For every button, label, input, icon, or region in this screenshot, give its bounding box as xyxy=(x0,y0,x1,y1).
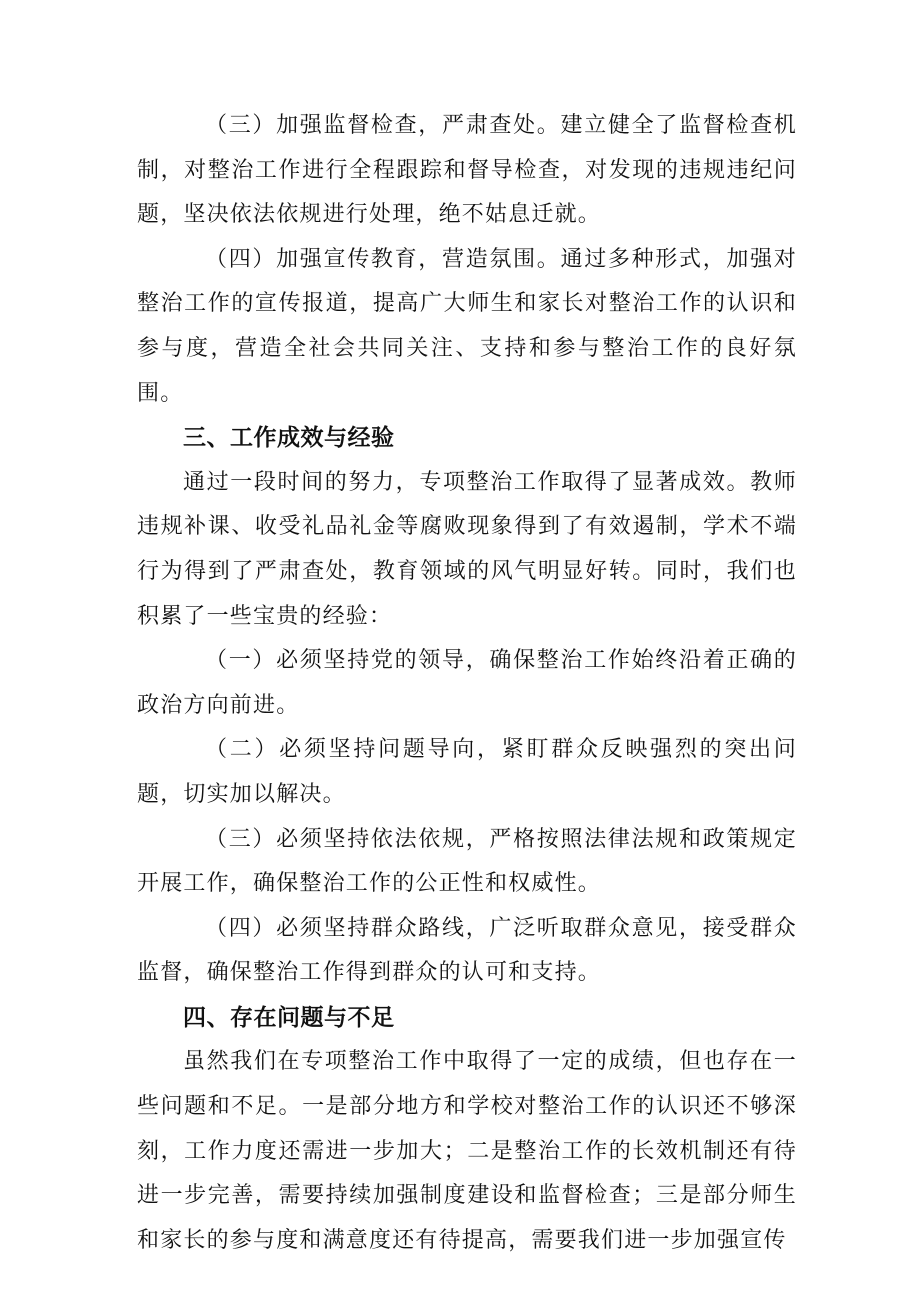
paragraph-experience-4: （四）必须坚持群众路线，广泛听取群众意见，接受群众监督，确保整治工作得到群众的认可和支持。 xyxy=(137,915,797,986)
paragraph-experience-1: （一）必须坚持党的领导，确保整治工作始终沿着正确的政治方向前进。 xyxy=(137,648,797,718)
section-heading-results: 三、工作成效与经验 xyxy=(183,425,395,452)
paragraph-results-intro: 通过一段时间的努力，专项整治工作取得了显著成效。教师违规补课、收受礼品礼金等腐败现象得到了有效遏制，学术不端行为得到了严肃查处，教育领域的风气明显好转。同时，我们也积累了一些宝贵的经验： xyxy=(137,469,797,629)
document-page xyxy=(137,104,797,1263)
paragraph-experience-3: （三）必须坚持依法依规，严格按照法律法规和政策规定开展工作，确保整治工作的公正性和权威性。 xyxy=(137,826,797,897)
paragraph-supervision: （三）加强监督检查，严肃查处。建立健全了监督检查机制，对整治工作进行全程跟踪和督导检查，对发现的违规违纪问题，坚决依法依规进行处理，绝不姑息迁就。 xyxy=(137,113,797,228)
paragraph-problems: 虽然我们在专项整治工作中取得了一定的成绩，但也存在一些问题和不足。一是部分地方和学校对整治工作的认识还不够深刻，工作力度还需进一步加大；二是整治工作的长效机制还有待进一步完善，需要持续加强制度建设和监督检查；三是部分师生和家长的参与度和满意度还有待提高，需要我们进一步加强宣传 xyxy=(137,1049,797,1253)
section-heading-problems: 四、存在问题与不足 xyxy=(183,1004,395,1031)
paragraph-publicity: （四）加强宣传教育，营造氛围。通过多种形式，加强对整治工作的宣传报道，提高广大师生和家长对整治工作的认识和参与度，营造全社会共同关注、支持和参与整治工作的良好氛围。 xyxy=(137,246,797,406)
paragraph-experience-2: （二）必须坚持问题导向，紧盯群众反映强烈的突出问题，切实加以解决。 xyxy=(137,737,797,807)
